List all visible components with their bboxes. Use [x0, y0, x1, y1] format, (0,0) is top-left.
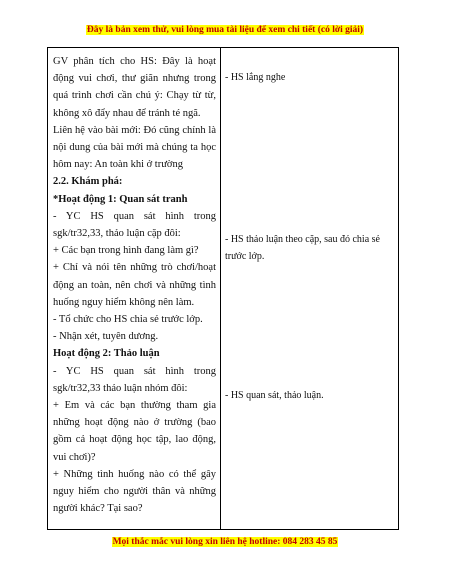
text-line: - YC HS quan sát hình trong: [53, 365, 216, 377]
text-line: + Những tình huống nào có thể gây: [53, 468, 216, 480]
text-line: vui chơi)?: [53, 451, 96, 463]
text-line: sgk/tr32,33, thảo luận cặp đôi:: [53, 228, 181, 240]
text-line: huống nguy hiểm không nên làm.: [53, 296, 195, 308]
student-response: - HS lắng nghe: [225, 72, 286, 83]
activity-2-title: Hoạt động 2: Thảo luận: [53, 348, 160, 360]
text-line: + Chỉ và nói tên những trò chơi/hoạt: [53, 262, 216, 274]
text-line: - YC HS quan sát hình trong: [53, 210, 216, 222]
text-line: động vui chơi, thư giãn nhưng trong: [53, 73, 216, 85]
text-line: GV phân tích cho HS: Đây là hoạt: [53, 56, 216, 67]
text-line: hôm nay: An toàn khi ở trường: [53, 159, 183, 171]
preview-notice: Đây là bản xem thử, vui lòng mua tài liệu để xem chi tiết (có lời giải): [86, 25, 364, 35]
lesson-table: [47, 47, 399, 530]
student-response: - HS thảo luận theo cặp, sau đó chia sẻ: [225, 234, 380, 245]
text-line: động an toàn, nên chơi và những tình: [53, 279, 216, 291]
text-line: gồm cả hoạt động học tập, lao động,: [53, 434, 216, 446]
text-line: người khác? Tại sao?: [53, 503, 143, 515]
column-divider: [220, 48, 221, 529]
text-line: Liên hệ vào bài mới: Đó cũng chính là: [53, 124, 216, 136]
text-line: không xô đẩy nhau để tránh té ngã.: [53, 107, 201, 119]
activity-1-title: *Hoạt động 1: Quan sát tranh: [53, 193, 188, 205]
student-response: - HS quan sát, thảo luận.: [225, 390, 324, 401]
text-line: - Tổ chức cho HS chia sẻ trước lớp.: [53, 314, 203, 326]
section-heading: 2.2. Khám phá:: [53, 176, 123, 188]
text-line: + Các bạn trong hình đang làm gì?: [53, 245, 199, 257]
text-line: - Nhận xét, tuyên dương.: [53, 331, 159, 343]
text-line: sgk/tr32,33 thảo luận nhóm đôi:: [53, 382, 188, 394]
text-line: nội dung của bài mới mà chúng ta học: [53, 142, 216, 154]
text-line: quá trình chơi cần chú ý: Chạy từ từ,: [53, 90, 216, 102]
text-line: + Em và các bạn thường tham gia: [53, 400, 216, 412]
text-line: nguy hiểm cho người thân và những: [53, 486, 216, 498]
teacher-activities-column: [53, 53, 216, 517]
text-line: những hoạt động nào ở trường (bao: [53, 417, 216, 429]
student-response: trước lớp.: [225, 251, 265, 262]
hotline-notice: Mọi thắc mắc vui lòng xin liên hệ hotline: 084 283 45 85: [112, 537, 338, 547]
